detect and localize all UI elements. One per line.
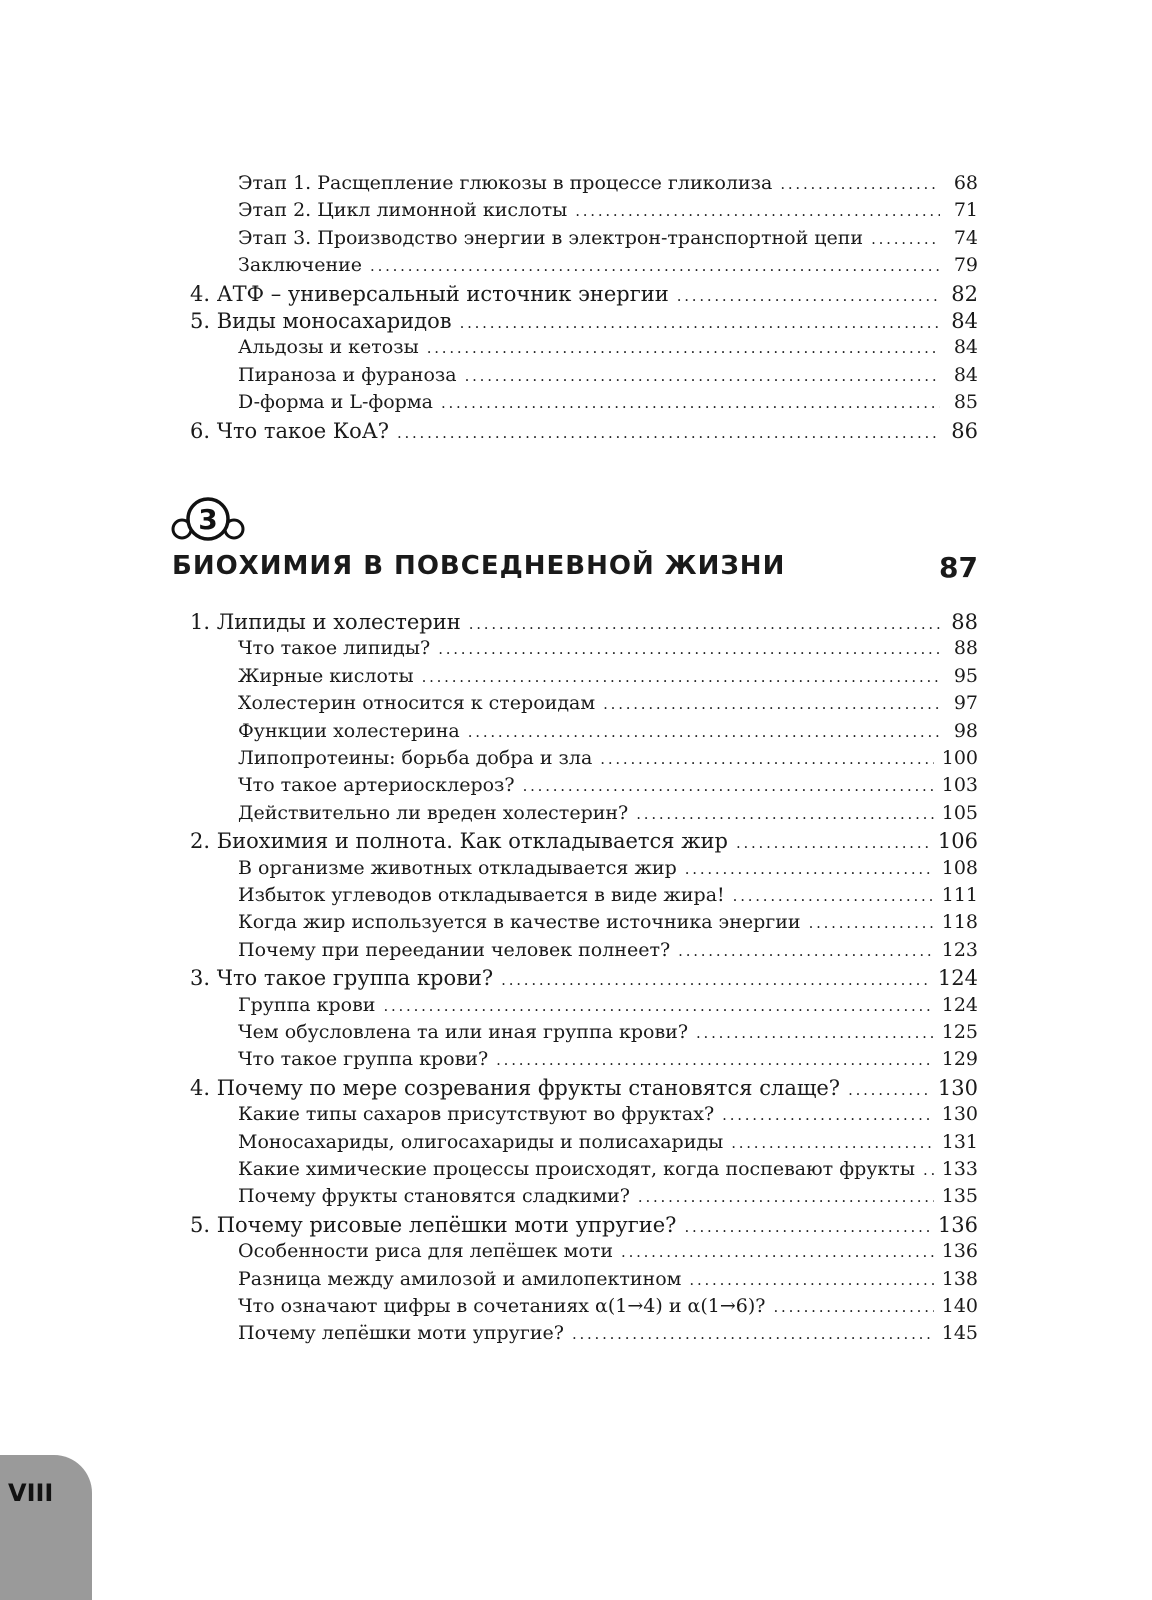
toc-subsection-entry [190,364,978,386]
toc-subsection-entry [190,227,978,249]
dot-leader [501,971,930,989]
toc-subsection-entry [190,692,978,714]
chapter-number-badge [168,496,248,542]
toc-entry-label: 2. Биохимия и полнота. Как откладывается жир [190,829,728,854]
toc-entry-page: 145 [941,1322,978,1345]
toc-subsection-entry [190,1185,978,1207]
toc-section-entry [190,966,978,990]
dot-leader [923,1161,934,1179]
dot-leader [469,615,940,633]
toc-subsection-entry [190,747,978,769]
toc-subsection-entry [190,1048,978,1070]
toc-subsection-entry [190,884,978,906]
toc-entry-label: Функции холестерина [238,719,460,742]
toc-subsection-entry [190,199,978,221]
toc-entry-page: 108 [941,856,978,879]
toc-entry-label: В организме животных откладывается жир [238,856,677,879]
page-tab [0,1455,92,1600]
toc-entry-page: 84 [953,363,978,386]
toc-subsection-entry [190,254,978,276]
toc-entry-page: 125 [941,1021,978,1043]
toc-entry-label: Что такое артериосклероз? [238,774,515,797]
toc-entry-page: 82 [951,281,978,306]
toc-entry-page: 118 [941,911,978,934]
dot-leader [465,367,940,385]
toc-entry-label: Что означают цифры в сочетаниях α(1→4) и α(1→6)? [238,1295,766,1317]
chapter-page-number: 87 [939,551,978,584]
toc-entry-page: 135 [941,1185,978,1208]
toc-entry-page: 98 [953,719,978,742]
toc-subsection-entry [190,172,978,194]
toc-subsection-entry [190,994,978,1016]
toc-entry-label: Что такое липиды? [238,637,431,660]
toc-entry-label: 6. Что такое КоА? [190,418,389,443]
toc-entry-page: 133 [941,1158,978,1180]
toc-entry-page: 138 [941,1267,978,1290]
dot-leader [572,1325,934,1343]
toc-entry-page: 100 [941,747,978,769]
toc-subsection-entry [190,336,978,358]
toc-entry-label: Когда жир используется в качестве источника энергии [238,911,801,934]
toc-entry-label: Холестерин относится к стероидам [238,692,596,715]
toc-entry-label: Что такое группа крови? [238,1048,489,1071]
dot-leader [441,394,940,412]
toc-entry-label: Заключение [238,254,363,277]
toc-subsection-entry [190,720,978,742]
toc-entry-label: Жирные кислоты [238,664,414,687]
toc-entry-label: Действительно ли вреден холестерин? [238,801,629,824]
toc-entry-page: 124 [937,966,978,991]
toc-entry-page: 124 [941,993,978,1016]
toc-subsection-entry [190,391,978,413]
toc-entry-label: D-форма и L-форма [238,391,433,414]
toc-entry-label: Особенности риса для лепёшек моти [238,1240,614,1263]
toc-entry-page: 130 [937,1075,978,1100]
toc-subsection-entry [190,1131,978,1153]
dot-leader [383,997,933,1015]
toc-entry-label: Какие типы сахаров присутствуют во фруктах? [238,1103,715,1126]
dot-leader [780,175,940,193]
toc-subsection-entry [190,802,978,824]
toc-subsection-entry [190,1021,978,1043]
toc-entry-page: 68 [953,172,978,194]
toc-entry-label: Почему фрукты становятся сладкими? [238,1185,630,1208]
toc-subsection-entry [190,911,978,933]
toc-entry-label: Разница между амилозой и амилопектином [238,1267,682,1290]
toc-entry-label: Моносахариды, олигосахариды и полисахариды [238,1130,724,1153]
toc-entry-label: Почему лепёшки моти упругие? [238,1322,564,1345]
toc-entry-page: 105 [941,801,978,824]
toc-entry-page: 74 [953,226,978,249]
toc-entry-page: 79 [953,254,978,277]
dot-leader [848,1081,930,1099]
toc-entry-label: 5. Почему рисовые лепёшки моти упругие? [190,1212,677,1237]
dot-leader [736,834,930,852]
dot-leader [678,942,934,960]
toc-entry-page: 131 [941,1130,978,1153]
toc-subsection-entry [190,637,978,659]
dot-leader [438,640,940,658]
toc-entry-label: 3. Что такое группа крови? [190,966,494,991]
toc-subsection-entry [190,939,978,961]
toc-section-entry [190,419,978,443]
toc-entry-page: 85 [953,391,978,414]
chapter-title: БИОХИМИЯ В ПОВСЕДНЕВНОЙ ЖИЗНИ [172,551,786,581]
dot-leader [427,339,940,357]
dot-leader [871,230,940,248]
toc-entry-label: Группа крови [238,993,376,1016]
dot-leader [603,695,940,713]
dot-leader [496,1051,934,1069]
toc-subsection-entry [190,1103,978,1125]
dot-leader [696,1024,934,1042]
dot-leader [523,777,934,795]
toc-entry-label: Чем обусловлена та или иная группа крови? [238,1021,689,1043]
toc-section-entry [190,309,978,333]
toc-entry-label: 1. Липиды и холестерин [190,610,461,634]
toc-section-entry [190,1213,978,1237]
toc-entry-page: 123 [941,938,978,961]
toc-subsection-entry [190,665,978,687]
dot-leader [809,914,934,932]
toc-entry-page: 71 [953,199,978,222]
toc-section-entry [190,282,978,306]
toc-entry-page: 103 [941,774,978,797]
toc-entry-label: Липопротеины: борьба добра и зла [238,747,593,769]
toc-subsection-entry [190,1268,978,1290]
toc-subsection-entry [190,1322,978,1344]
toc-entry-page: 140 [941,1295,978,1317]
dot-leader [731,1134,934,1152]
toc-subsection-entry [190,1158,978,1180]
toc-entry-page: 130 [941,1103,978,1126]
toc-subsection-entry [190,857,978,879]
dot-leader [460,314,940,332]
dot-leader [733,887,934,905]
toc-subsection-entry [190,1240,978,1262]
toc-section-entry [190,1076,978,1100]
toc-entry-label: Этап 2. Цикл лимонной кислоты [238,199,568,222]
toc-entry-page: 84 [951,309,978,333]
toc-entry-page: 106 [937,829,978,854]
toc-entry-page: 111 [941,884,978,906]
toc-entry-label: 4. АТФ – универсальный источник энергии [190,281,669,306]
dot-leader [722,1106,934,1124]
toc-entry-label: Почему при переедании человек полнеет? [238,938,671,961]
toc-entry-page: 88 [953,637,978,660]
toc-entry-label: Этап 1. Расщепление глюкозы в процессе гликолиза [238,172,773,194]
toc-entry-label: Альдозы и кетозы [238,336,419,359]
toc-section-entry [190,610,978,634]
dot-leader [397,424,940,442]
toc-entry-label: 4. Почему по мере созревания фрукты становятся слаще? [190,1075,841,1100]
page-number: VIII [8,1479,54,1507]
toc-entry-label: 5. Виды моносахаридов [190,309,452,333]
toc-entry-page: 88 [951,610,978,634]
toc-entry-page: 97 [953,692,978,715]
dot-leader [370,257,940,275]
toc-entry-page: 136 [937,1212,978,1237]
dot-leader [638,1188,934,1206]
dot-leader [685,860,934,878]
toc-entry-label: Избыток углеводов откладывается в виде жира! [238,884,725,906]
toc-entry-label: Какие химические процессы происходят, когда поспевают фрукты [238,1158,915,1180]
toc-subsection-entry [190,1295,978,1317]
toc-entry-label: Пираноза и фураноза [238,363,457,386]
dot-leader [684,1218,929,1236]
dot-leader [621,1243,934,1261]
dot-leader [636,805,933,823]
dot-leader [600,750,933,768]
chapter-number: 3 [198,503,218,536]
toc-entry-page: 95 [953,664,978,687]
toc-entry-page: 84 [953,336,978,359]
dot-leader [774,1298,934,1316]
toc-entry-page: 86 [951,418,978,443]
dot-leader [422,668,940,686]
toc-entry-page: 136 [941,1240,978,1263]
toc-entry-page: 129 [941,1048,978,1071]
toc-subsection-entry [190,774,978,796]
dot-leader [689,1271,933,1289]
toc-entry-label: Этап 3. Производство энергии в электрон-транспортной цепи [238,226,864,249]
dot-leader [575,202,940,220]
dot-leader [677,287,940,305]
toc-section-entry [190,829,978,853]
dot-leader [468,723,940,741]
